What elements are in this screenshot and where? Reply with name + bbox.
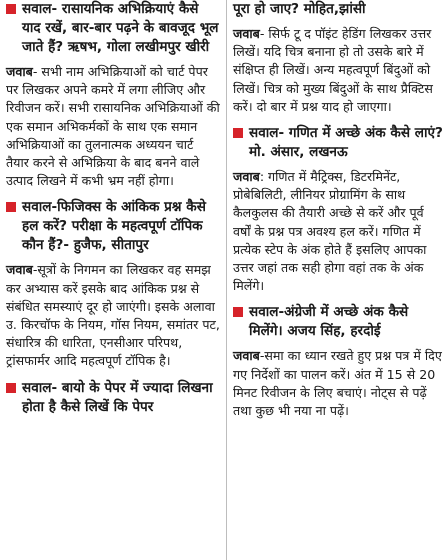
question-text: सवाल- गणित में अच्छे अंक कैसे लाएं? मो. अंसार, लखनऊ [249,125,443,161]
square-bullet-icon [6,383,16,393]
right-column [233,0,443,428]
answer-3 [233,25,443,116]
answer-text: - सिर्फ टू द पॉइंट हेडिंग लिखकर उत्तर लिखें। यदि चित्र बनाना हो तो उसके बारे में संक्षिप्त ही लिखें। अन्य महत्वपूर्ण बिंदुओं को लिखें। चित्र को मुख्य बिंदुओं के साथ प्रैक्टिस करें। दो बार में प्रश्न याद हो जाएगा। [233,26,433,114]
question-text: सवाल-अंग्रेजी में अच्छे अंक कैसे मिलेंगे। अजय सिंह, हरदोई [249,304,409,340]
answer-text: : गणित में मैट्रिक्स, डिटरमिनेंट, प्रोबेबिलिटी, लीनियर प्रोग्रामिंग के साथ कैलकुलस की तैयारी अच्छे से करें और पूर्व वर्षों के प्रश्न पत्र अवश्य हल करें। गणित में प्रत्येक स्टेप के अंक होते हैं इसलिए आपका उत्तर जहां तक सही होगा वहां तक के अंक मिलेंगे। [233,169,427,294]
question-4 [233,124,443,162]
answer-1 [6,63,220,190]
question-1 [6,0,220,57]
question-5 [233,303,443,341]
answer-lead: जवाब [6,262,33,278]
answer-lead: जवाब [233,348,260,364]
question-3 [6,379,220,417]
answer-2 [6,261,220,370]
answer-lead: जवाब [233,169,260,185]
column-divider [226,0,227,560]
question-3-continued [233,0,443,19]
answer-text: - सभी नाम अभिक्रियाओं को चार्ट पेपर पर लिखकर अपने कमरे में लगा लीजिए और रिवीजन करें। सभी रासायनिक अभिक्रियाओं की एक समान अभिकर्मकों के साथ एक समान अभिक्रियाओं का तुलनात्मक अध्ययन चार्ट तैयार करने से अभिक्रिया के बाद बनने वाले उत्पाद लिखने में कभी भ्रम नहीं होगा। [6,64,220,189]
question-2 [6,198,220,255]
square-bullet-icon [233,128,243,138]
answer-4 [233,168,443,295]
square-bullet-icon [6,4,16,14]
left-column [6,0,220,423]
answer-5 [233,347,443,420]
answer-text: -सूत्रों के निगमन का लिखकर वह समझ कर अभ्यास करें इसके बाद आंकिक प्रश्न से संबंधित समस्याएं दूर हो जाएंगी। इसके अलावा उ. किरचॉफ के नियम, गॉस नियम, समांतर पट, संधारित्र की धारिता, एनसीआर परिपथ, ट्रांसफार्मर आदि महत्वपूर्ण टॉपिक है। [6,262,220,369]
question-text: सवाल-फिजिक्स के आंकिक प्रश्न कैसे हल करें? परीक्षा के महत्वपूर्ण टॉपिक कौन हैं?- हुजैफ, सीतापुर [22,199,206,254]
answer-text: -समा का ध्यान रखते हुए प्रश्न पत्र में दिए गए निर्देशों का पालन करें। अंत में 15 से 20 मिनट रिवीजन के लिए बचाएं। नोट्स से पढ़ें तथा कुछ भी नया ना पढ़ें। [233,348,442,419]
square-bullet-icon [233,307,243,317]
answer-lead: जवाब [233,26,260,41]
square-bullet-icon [6,202,16,212]
question-text: सवाल- बायो के पेपर में ज्यादा लिखना होता है कैसे लिखें कि पेपर [22,379,213,415]
answer-lead: जवाब [6,64,33,79]
question-text: पूरा हो जाए? मोहित,झांसी [233,1,366,17]
question-text: सवाल- रासायनिक अभिक्रियाएं कैसे याद रखें, बार-बार पढ़ने के बावजूद भूल जाते हैं? ऋषभ, गोला लखीमपुर खीरी [22,1,219,55]
